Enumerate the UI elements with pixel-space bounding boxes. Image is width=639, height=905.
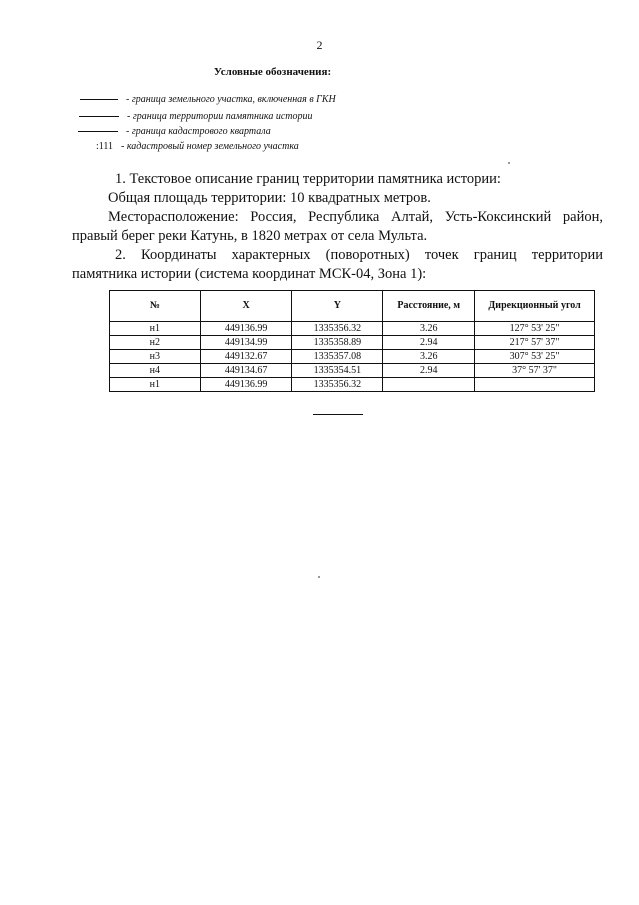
cell-distance: 3.26 [383,350,475,364]
cell-distance: 2.94 [383,364,475,378]
legend-item-label: - кадастровый номер земельного участка [121,141,299,152]
cell-x: 449132.67 [200,350,292,364]
cell-x: 449134.99 [200,336,292,350]
cell-angle [475,378,595,392]
closing-rule [313,414,363,415]
cell-y: 1335356.32 [292,322,383,336]
table-header-row [110,291,595,322]
section1-location-line1: Месторасположение: Россия, Республика Алтай, Усть-Коксинский район, [108,209,603,225]
table-row [110,336,595,350]
cell-point: н3 [110,350,201,364]
cell-y: 1335356.32 [292,378,383,392]
cell-angle: 37° 57' 37" [475,364,595,378]
header-direction-angle: Дирекционный угол [475,291,595,322]
table-row [110,364,595,378]
cell-y: 1335354.51 [292,364,383,378]
thick-line-icon [79,116,119,117]
section1-area: Общая площадь территории: 10 квадратных метров. [108,190,431,206]
legend-item-label: - граница кадастрового квартала [126,126,271,137]
cadastral-code-sample: :111 [96,141,114,152]
section2-line1: 2. Координаты характерных (поворотных) точек границ территории [115,247,603,263]
cell-x: 449136.99 [200,322,292,336]
cell-angle: 127° 53' 25" [475,322,595,336]
cell-x: 449136.99 [200,378,292,392]
cell-point: н1 [110,322,201,336]
page-number: 2 [316,38,323,52]
cell-x: 449134.67 [200,364,292,378]
table-row [110,378,595,392]
thin-line-icon [78,131,118,132]
header-number: № [110,291,201,322]
legend-item-land-plot [80,94,336,105]
cell-distance: 3.26 [383,322,475,336]
header-y: Y [292,291,383,322]
legend-item-monument-territory [79,111,313,122]
scan-speck [318,576,320,578]
legend-item-label: - граница земельного участка, включенная в ГКН [126,94,336,105]
cell-y: 1335358.89 [292,336,383,350]
cell-distance [383,378,475,392]
legend-title: Условные обозначения: [213,66,332,78]
scan-speck [508,162,510,164]
cell-distance: 2.94 [383,336,475,350]
cell-point: н2 [110,336,201,350]
legend-item-cadastral-number [96,141,299,152]
legend-item-label: - граница территории памятника истории [127,111,313,122]
legend-item-cadastral-quarter [78,126,271,137]
cell-y: 1335357.08 [292,350,383,364]
cell-angle: 217° 57' 37" [475,336,595,350]
cell-point: н4 [110,364,201,378]
cell-point: н1 [110,378,201,392]
table-row [110,350,595,364]
section1-heading: 1. Текстовое описание границ территории памятника истории: [115,171,501,187]
thick-line-icon [80,99,118,100]
header-distance: Расстояние, м [383,291,475,322]
section1-location-line2: правый берег реки Катунь, в 1820 метрах от села Мульта. [72,228,428,244]
cell-angle: 307° 53' 25" [475,350,595,364]
table-row [110,322,595,336]
section2-line2: памятника истории (система координат МСК-04, Зона 1): [72,266,427,282]
header-x: X [200,291,292,322]
coordinates-table [109,290,595,392]
